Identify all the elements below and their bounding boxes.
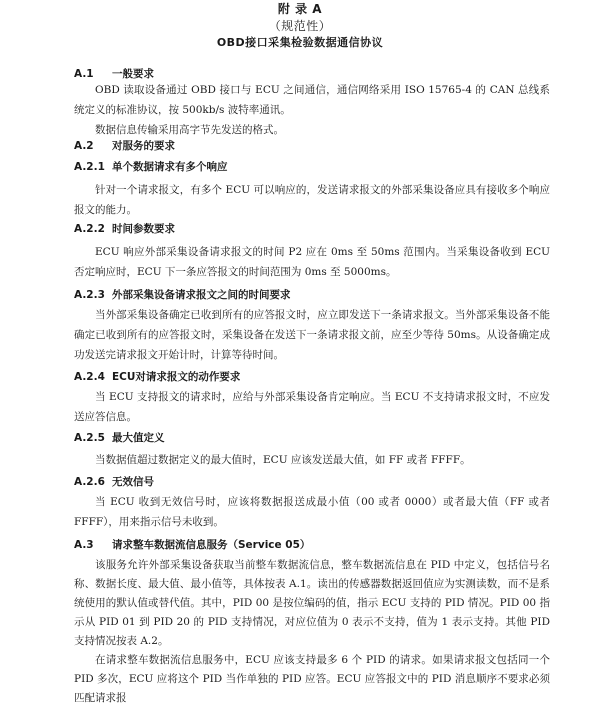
section-body-a24 [74,387,550,427]
section-heading-a21 [74,160,228,174]
section-heading-a2 [74,139,175,153]
section-body-a23 [74,305,550,365]
section-number: A.2.2 [74,223,105,235]
section-heading-a24 [74,370,240,384]
section-body-a22 [74,242,550,282]
paragraph: 当 ECU 收到无效信号时，应该将数据报送成最小值（00 或者 0000）或者最大值（FF 或者 FFFF），用来指示信号未收到。 [74,496,550,528]
section-heading-a26 [74,475,154,489]
section-number: A.2.3 [74,289,105,301]
paragraph: 当外部采集设备确定已收到所有的应答报文时，应立即发送下一条请求报文。当外部采集设备不能确定已收到所有的应答报文时，采集设备在发送下一条请求报文前，应至少等待 50ms。从设备确定成功发送完请求报文开始计时，计算等待时间。 [74,309,550,361]
section-body-a3 [74,556,550,708]
section-body-a1 [74,80,550,140]
section-body-a25 [74,450,550,470]
paragraph: 针对一个请求报文，有多个 ECU 可以响应的，发送请求报文的外部采集设备应具有接收多个响应报文的能力。 [74,184,550,216]
section-number: A.2.1 [74,161,105,173]
paragraph: 当 ECU 支持报文的请求时，应给与外部采集设备肯定响应。当 ECU 不支持请求报文时，不应发送应答信息。 [74,391,550,423]
section-title: 一般要求 [112,68,154,80]
section-heading-a25 [74,431,165,445]
section-body-a26 [74,492,550,532]
section-number: A.2 [74,140,94,152]
section-number: A.2.4 [74,371,105,383]
paragraph: 该服务允许外部采集设备获取当前整车数据流信息，整车数据流信息在 PID 中定义，包括信号名称、数据长度、最大值、最小值等，具体按表 A.1。读出的传感器数据返回值应为实测读数，而不是系统使用的默认值或替代值。其中，PID 00 是按位编码的值，指示 ECU 支持的 PID 情况。PID 00 指示从 PID 01 到 PID 20 的 PID 支持情况，对应位值为 0 表示不支持，值为 1 表示支持。其他 PID 支持情况按表 A.2。 [74,559,550,647]
section-title: 单个数据请求有多个响应 [112,161,228,173]
section-title: 外部采集设备请求报文之间的时间要求 [112,289,291,301]
section-heading-a23 [74,288,291,302]
section-heading-a1 [74,67,154,81]
paragraph: 在请求整车数据流信息服务中，ECU 应该支持最多 6 个 PID 的请求。如果请求报文包括同一个 PID 多次，ECU 应将这个 PID 当作单独的 PID 应答。ECU 应答报文中的 PID 消息顺序不要求必须匹配请求报 [74,654,550,704]
section-title: 请求整车数据流信息服务（Service 05） [112,539,311,551]
section-number: A.3 [74,539,94,551]
normative-label: （规范性） [268,19,332,33]
paragraph: 当数据值超过数据定义的最大值时，ECU 应该发送最大值，如 FF 或者 FFFF。 [95,454,471,466]
section-body-a21 [74,180,550,220]
section-heading-a22 [74,222,175,236]
section-number: A.2.6 [74,476,105,488]
section-number: A.1 [74,68,94,80]
paragraph: ECU 响应外部采集设备请求报文的时间 P2 应在 0ms 至 50ms 范围内。当采集设备收到 ECU 否定响应时，ECU 下一条应答报文的时间范围为 0ms 至 5000ms。 [74,246,550,278]
section-number: A.2.5 [74,432,105,444]
appendix-heading: 附 录 A [277,2,323,16]
section-title: 最大值定义 [112,432,165,444]
section-title: 无效信号 [112,476,154,488]
section-title: 时间参数要求 [112,223,175,235]
section-heading-a3 [74,538,310,552]
paragraph: 数据信息传输采用高字节先发送的格式。 [95,124,284,136]
section-title: ECU对请求报文的动作要求 [112,371,241,383]
document-title: OBD接口采集检验数据通信协议 [216,36,384,49]
section-title: 对服务的要求 [112,140,175,152]
paragraph: OBD 读取设备通过 OBD 接口与 ECU 之间通信，通信网络采用 ISO 15765-4 的 CAN 总线系统定义的标准协议，按 500kb/s 波特率通讯。 [74,84,550,116]
